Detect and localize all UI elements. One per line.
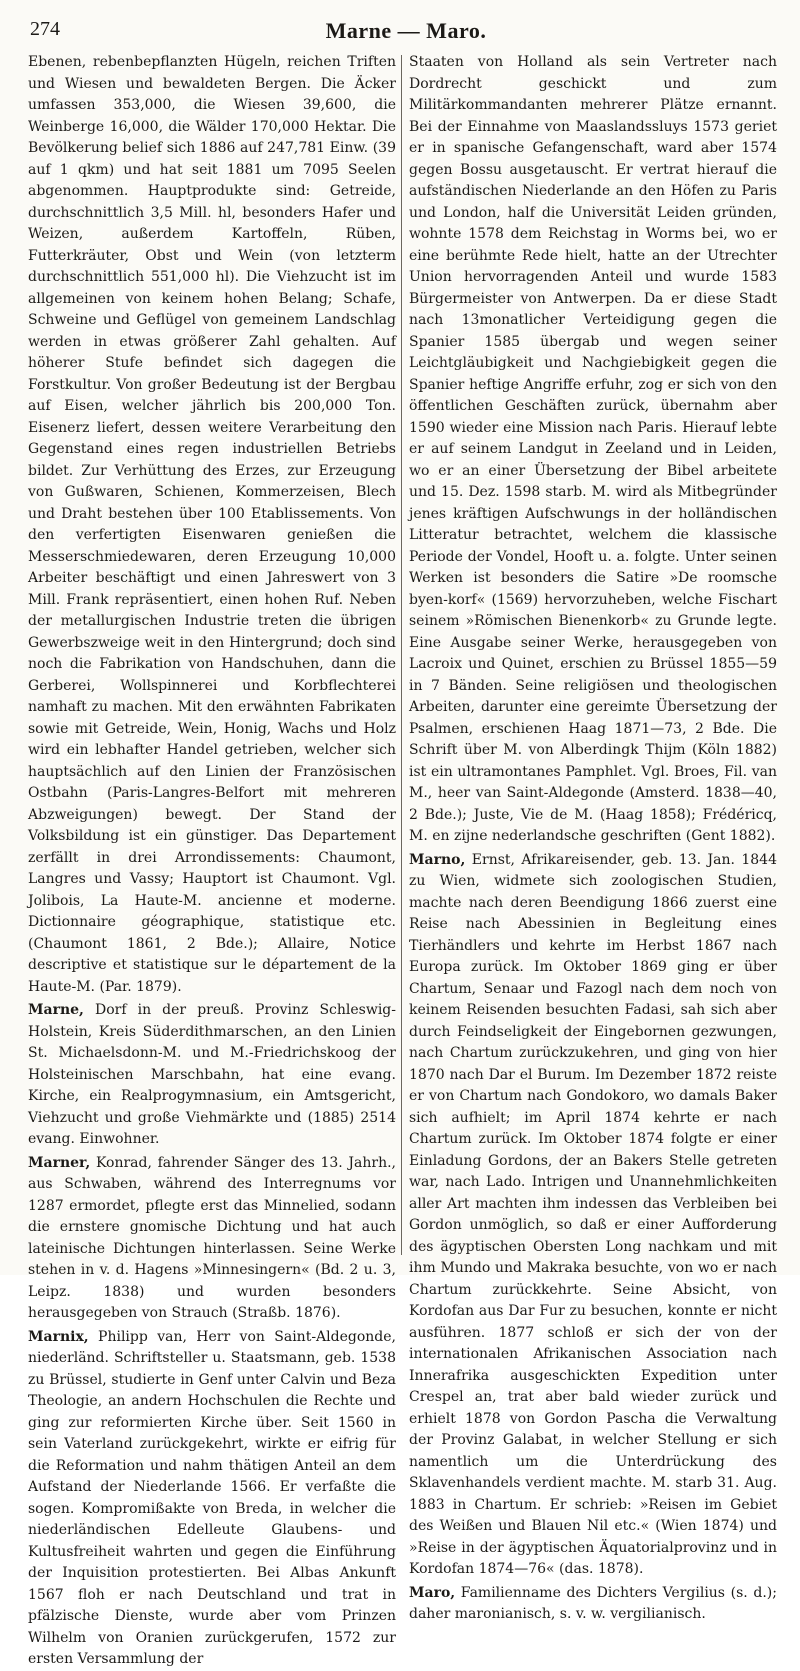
- entry-headword: Marner,: [28, 1154, 91, 1171]
- running-head: Marne — Maro.: [325, 18, 487, 43]
- entry-marner: [28, 1153, 396, 1325]
- entry-text: Dorf in der preuß. Provinz Schleswig-Holstein, Kreis Süderdithmarschen, an den Linien St. Michaelsdonn-M. und M.-Friedrichskoog der Holsteinischen Marschbahn, hat eine evang. Kirche, ein Realprogymnasium, ein Amtsgericht, Viehzucht und große Viehmärkte und (1885) 2514 evang. Einwohner.: [28, 1002, 396, 1147]
- entry-text: Staaten von Holland als sein Vertreter nach Dordrecht geschickt und zum Militärkommandanten mehrerer Plätze ernannt. Bei der Einnahme von Maaslandssluys 1573 geriet er in spanische Gefangenschaft, ward aber 1574 gegen Bossu ausgetauscht. Er vertrat hierauf die aufständischen Niederlande an den Höfen zu Paris und London, half die Universität Leiden gründen, wohnte 1578 dem Reichstag in Worms bei, wo er eine berühmte Rede hielt, hatte an der Utrechter Union hervorragenden Anteil und wurde 1583 Bürgermeister von Antwerpen. Da er diese Stadt nach 13monatlicher Verteidigung gegen die Spanier 1585 übergab und wegen seiner Leichtgläubigkeit und Nachgiebigkeit gegen die Spanier heftige Angriffe erfuhr, zog er sich von den öffentlichen Geschäften zurück, übernahm aber 1590 wieder eine Mission nach Paris. Hierauf lebte er auf seinem Landgut in Zeeland und in Leiden, wo er an einer Übersetzung der Bibel arbeitete und 15. Dez. 1598 starb. M. wird als Mitbegründer jenes kräftigen Aufschwungs in der holländischen Litteratur betrachtet, welchem die klassische Periode der Vondel, Hooft u. a. folgte. Unter seinen Werken ist besonders die Satire »De roomsche byen-korf« (1569) hervorzuheben, welche Fischart seinem »Römischen Bienenkorb« zu Grunde legte. Eine Ausgabe seiner Werke, herausgegeben von Lacroix und Quinet, erschien zu Brüssel 1855—59 in 7 Bänden. Seine religiösen und theologischen Arbeiten, darunter eine gereimte Übersetzung der Psalmen, erschienen Haag 1871—73, 2 Bde. Die Schrift über M. von Alberdingk Thijm (Köln 1882) ist ein ultramontanes Pamphlet. Vgl. Broes, Fil. van M., heer van Saint-Aldegonde (Amsterd. 1838—40, 2 Bde.); Juste, Vie de M. (Haag 1858); Frédéricq, M. en zijne nederlandsche geschriften (Gent 1882).: [409, 54, 777, 844]
- entry-paragraph: [28, 52, 396, 998]
- page-header: [30, 14, 782, 44]
- entry-marnix: [28, 1327, 396, 1671]
- entry-paragraph: [409, 52, 777, 848]
- entry-maro: [409, 1583, 777, 1626]
- entry-text: Ernst, Afrikareisender, geb. 13. Jan. 1844 zu Wien, widmete sich zoologischen Studien, machte nach deren Beendigung 1866 zuerst eine Reise nach Abessinien in Begleitung eines Tierhändlers und kehrte im Herbst 1867 nach Europa zurück. Im Oktober 1869 ging er über Chartum, Senaar und Fazogl nach dem noch von keinem Reisenden besuchten Fadasi, sah sich aber durch Feindseligkeit der Eingebornen gezwungen, nach Chartum zurückzukehren, und ging von hier 1870 nach Dar el Burum. Im Dezember 1872 reiste er von Chartum nach Gondokoro, wo damals Baker sich aufhielt; im April 1874 kehrte er nach Chartum zurück. Im Oktober 1874 folgte er einer Einladung Gordons, der an Bakers Stelle getreten war, nach Lado. Intrigen und Unannehmlichkeiten aller Art machten ihm indessen das Verbleiben bei Gordon unmöglich, so daß er einer Aufforderung des ägyptischen Obersten Long nachkam und mit ihm Mundo und Makraka besuchte, von wo er nach Chartum zurückkehrte. Seine Absicht, von Kordofan aus Dar Fur zu besuchen, konnte er nicht ausführen. 1877 schloß er sich der von der internationalen Afrikanischen Association nach Innerafrika ausgeschickten Expedition unter Crespel an, trat aber bald wieder zurück und erhielt 1878 von Gordon Pascha die Verwaltung der Provinz Galabat, in welcher Stellung er sich namentlich um die Unterdrückung des Sklavenhandels verdient machte. M. starb 31. Aug. 1883 in Chartum. Er schrieb: »Reisen im Gebiet des Weißen und Blauen Nil etc.« (Wien 1874) und »Reise in der ägyptischen Äquatorialprovinz und in Kordofan 1874—76« (das. 1878).: [409, 851, 777, 1577]
- entry-marno: [409, 850, 777, 1581]
- entry-marne: [28, 1000, 396, 1151]
- left-column: [28, 52, 396, 1667]
- entry-text: Familienname des Dichters Vergilius (s. d.); daher maronianisch, s. v. w. vergilianisch.: [409, 1584, 777, 1622]
- entry-headword: Maro,: [409, 1584, 456, 1601]
- page-number: 274: [30, 18, 60, 40]
- entry-headword: Marne,: [28, 1002, 84, 1018]
- entry-text: Ebenen, rebenbepflanzten Hügeln, reichen Triften und Wiesen und bewaldeten Bergen. Die Äcker umfassen 353,000, die Wiesen 39,600, die Weinberge 16,000, die Wälder 170,000 Hektar. Die Bevölkerung belief sich 1886 auf 247,781 Einw. (39 auf 1 qkm) und hat seit 1881 um 7095 Seelen abgenommen. Hauptprodukte sind: Getreide, durchschnittlich 3,5 Mill. hl, besonders Hafer und Weizen, außerdem Kartoffeln, Rüben, Futterkräuter, Obst und Wein (von letzterm durchschnittlich 551,000 hl). Die Viehzucht ist im allgemeinen von keinem hohen Belang; Schafe, Schweine und Geflügel von gemeinem Landschlag werden in etwas größerer Zahl gehalten. Auf höherer Stufe befindet sich dagegen die Forstkultur. Von großer Bedeutung ist der Bergbau auf Eisen, welcher jährlich bis 200,000 Ton. Eisenerz liefert, dessen weitere Verarbeitung den Gegenstand eines regen industriellen Betriebs bildet. Zur Verhüttung des Erzes, zur Erzeugung von Gußwaren, Schienen, Kommerzeisen, Blech und Draht bestehen über 100 Etablissements. Von den verfertigten Eisenwaren genießen die Messerschmiedewaren, deren Erzeugung 10,000 Arbeiter beschäftigt und einen Jahreswert von 3 Mill. Frank repräsentiert, einen hohen Ruf. Neben der metallurgischen Industrie treten die übrigen Gewerbszweige weit in den Hintergrund; doch sind noch die Fabrikation von Handschuhen, dann die Gerberei, Wollspinnerei und Korbflechterei namhaft zu machen. Mit den erwähnten Fabrikaten sowie mit Getreide, Wein, Honig, Wachs und Holz wird ein lebhafter Handel getrieben, welcher sich hauptsächlich auf den Linien der Französischen Ostbahn (Paris-Langres-Belfort mit mehreren Abzweigungen) bewegt. Der Stand der Volksbildung ist ein günstiger. Das Departement zerfällt in drei Arrondissements: Chaumont, Langres und Vassy; Hauptort ist Chaumont. Vgl. Jolibois, La Haute-M. ancienne et moderne. Dictionnaire géographique, statistique etc. (Chaumont 1861, 2 Bde.); Allaire, Notice descriptive et statistique sur le département de la Haute-M. (Par. 1879).: [28, 54, 396, 995]
- entry-text: Philipp van, Herr von Saint-Aldegonde, niederländ. Schriftsteller u. Staatsmann, geb. 1538 zu Brüssel, studierte in Genf unter Calvin und Beza Theologie, an andern Hochschulen die Rechte und ging zur reformierten Kirche über. Seit 1560 in sein Vaterland zurückgekehrt, wirkte er eifrig für die Reformation und nahm thätigen Anteil an dem Aufstand der Niederlande 1566. Er verfaßte die sogen. Kompromißakte von Breda, in welcher die niederländischen Edelleute Glaubens- und Kultusfreiheit wahrten und gegen die Einführung der Inquisition protestierten. Bei Albas Ankunft 1567 floh er nach Deutschland und trat in pfälzische Dienste, wurde aber vom Prinzen Wilhelm von Oranien zurückgerufen, 1572 zur ersten Versammlung der: [28, 1328, 396, 1667]
- entry-headword: Marno,: [409, 851, 466, 868]
- right-column: [409, 52, 777, 1622]
- entry-text: Konrad, fahrender Sänger des 13. Jahrh., aus Schwaben, während des Interregnums vor 1287 ermordet, pflegte erst das Minnelied, sodann die ernstere gnomische Dichtung und hat auch lateinische Dichtungen hinterlassen. Seine Werke stehen in v. d. Hagens »Minnesingern« (Bd. 2 u. 3, Leipz. 1838) und wurden besonders herausgegeben von Strauch (Straßb. 1876).: [28, 1154, 396, 1321]
- entry-headword: Marnix,: [28, 1328, 89, 1345]
- column-divider: [401, 55, 402, 1255]
